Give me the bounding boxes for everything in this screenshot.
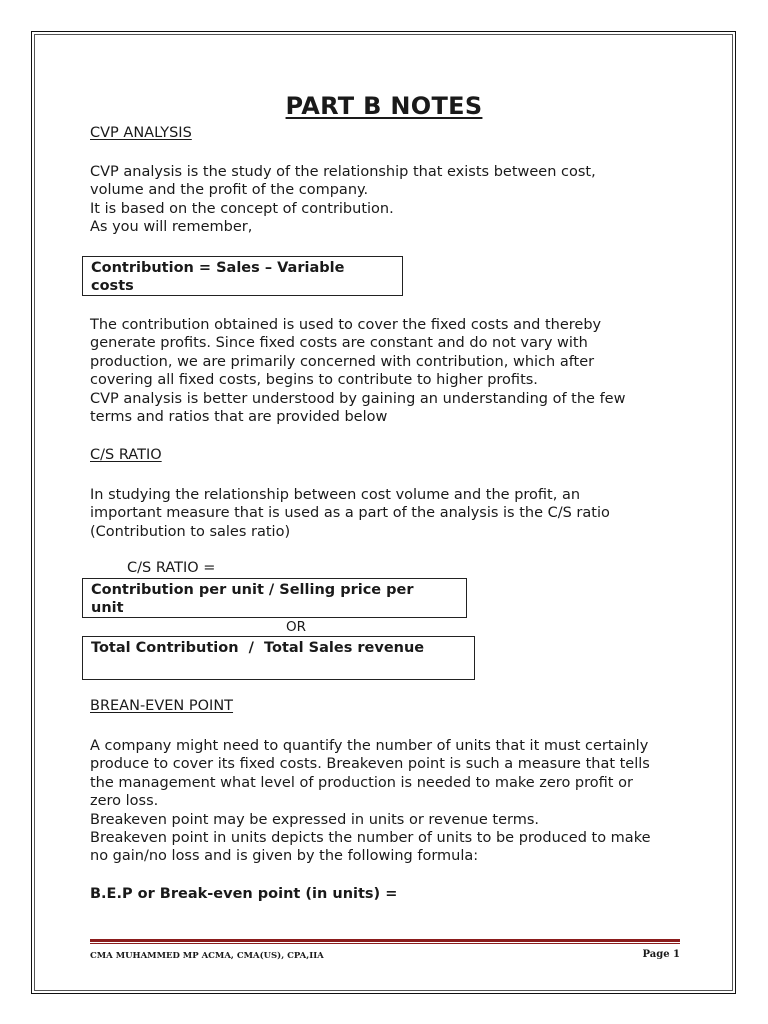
footer-rule-thick	[90, 939, 680, 942]
bep-paragraph: A company might need to quantify the number of units that it must certainly produce to cover its fixed costs. Breakeven point is such a measure that tells the management what level of production is needed to make zero profit or zero loss. Breakeven point may be expressed in units or revenue terms. Breakeven point in units depicts the number of units to be produced to make no gain/no loss and is given by the following formula:	[90, 738, 651, 865]
cs-ratio-formula-box-1	[82, 578, 467, 618]
cs-ratio-formula-2-text: Total Contribution / Total Sales revenue	[91, 640, 425, 656]
contribution-formula-text: Contribution = Sales – Variable costs	[91, 260, 345, 295]
section-heading-bep: BREAN-EVEN POINT	[90, 698, 234, 714]
cs-ratio-formula-1-text: Contribution per unit / Selling price per unit	[91, 582, 414, 617]
cs-ratio-formula-label: C/S RATIO =	[127, 560, 216, 576]
cs-ratio-paragraph: In studying the relationship between cost volume and the profit, an important measure that is used as a part of the analysis is the C/S ratio (Contribution to sales ratio)	[90, 487, 610, 540]
section-heading-cs-ratio: C/S RATIO	[90, 447, 162, 463]
cvp-body-paragraph: The contribution obtained is used to cover the fixed costs and thereby generate profits. Since fixed costs are constant and do not vary with production, we are primarily concerned with contribution, which after covering all fixed costs, begins to contribute to higher profits. CVP analysis is better understood by gaining an understanding of the few terms and ratios that are provided below	[90, 317, 626, 426]
cs-ratio-formula-box-2	[82, 636, 475, 680]
footer-author: CMA MUHAMMED MP ACMA, CMA(US), CPA,IIA	[90, 951, 324, 961]
bep-formula-label: B.E.P or Break-even point (in units) =	[90, 886, 398, 902]
contribution-formula-box	[82, 256, 403, 296]
page-title: PART B NOTES	[285, 92, 483, 120]
footer-rule-thin	[90, 943, 680, 944]
section-heading-cvp: CVP ANALYSIS	[90, 125, 192, 141]
cvp-intro-paragraph: CVP analysis is the study of the relationship that exists between cost, volume and the profit of the company. It is based on the concept of contribution. As you will remember,	[90, 164, 596, 236]
or-separator: OR	[286, 619, 307, 635]
footer-page-number: Page 1	[642, 949, 680, 960]
